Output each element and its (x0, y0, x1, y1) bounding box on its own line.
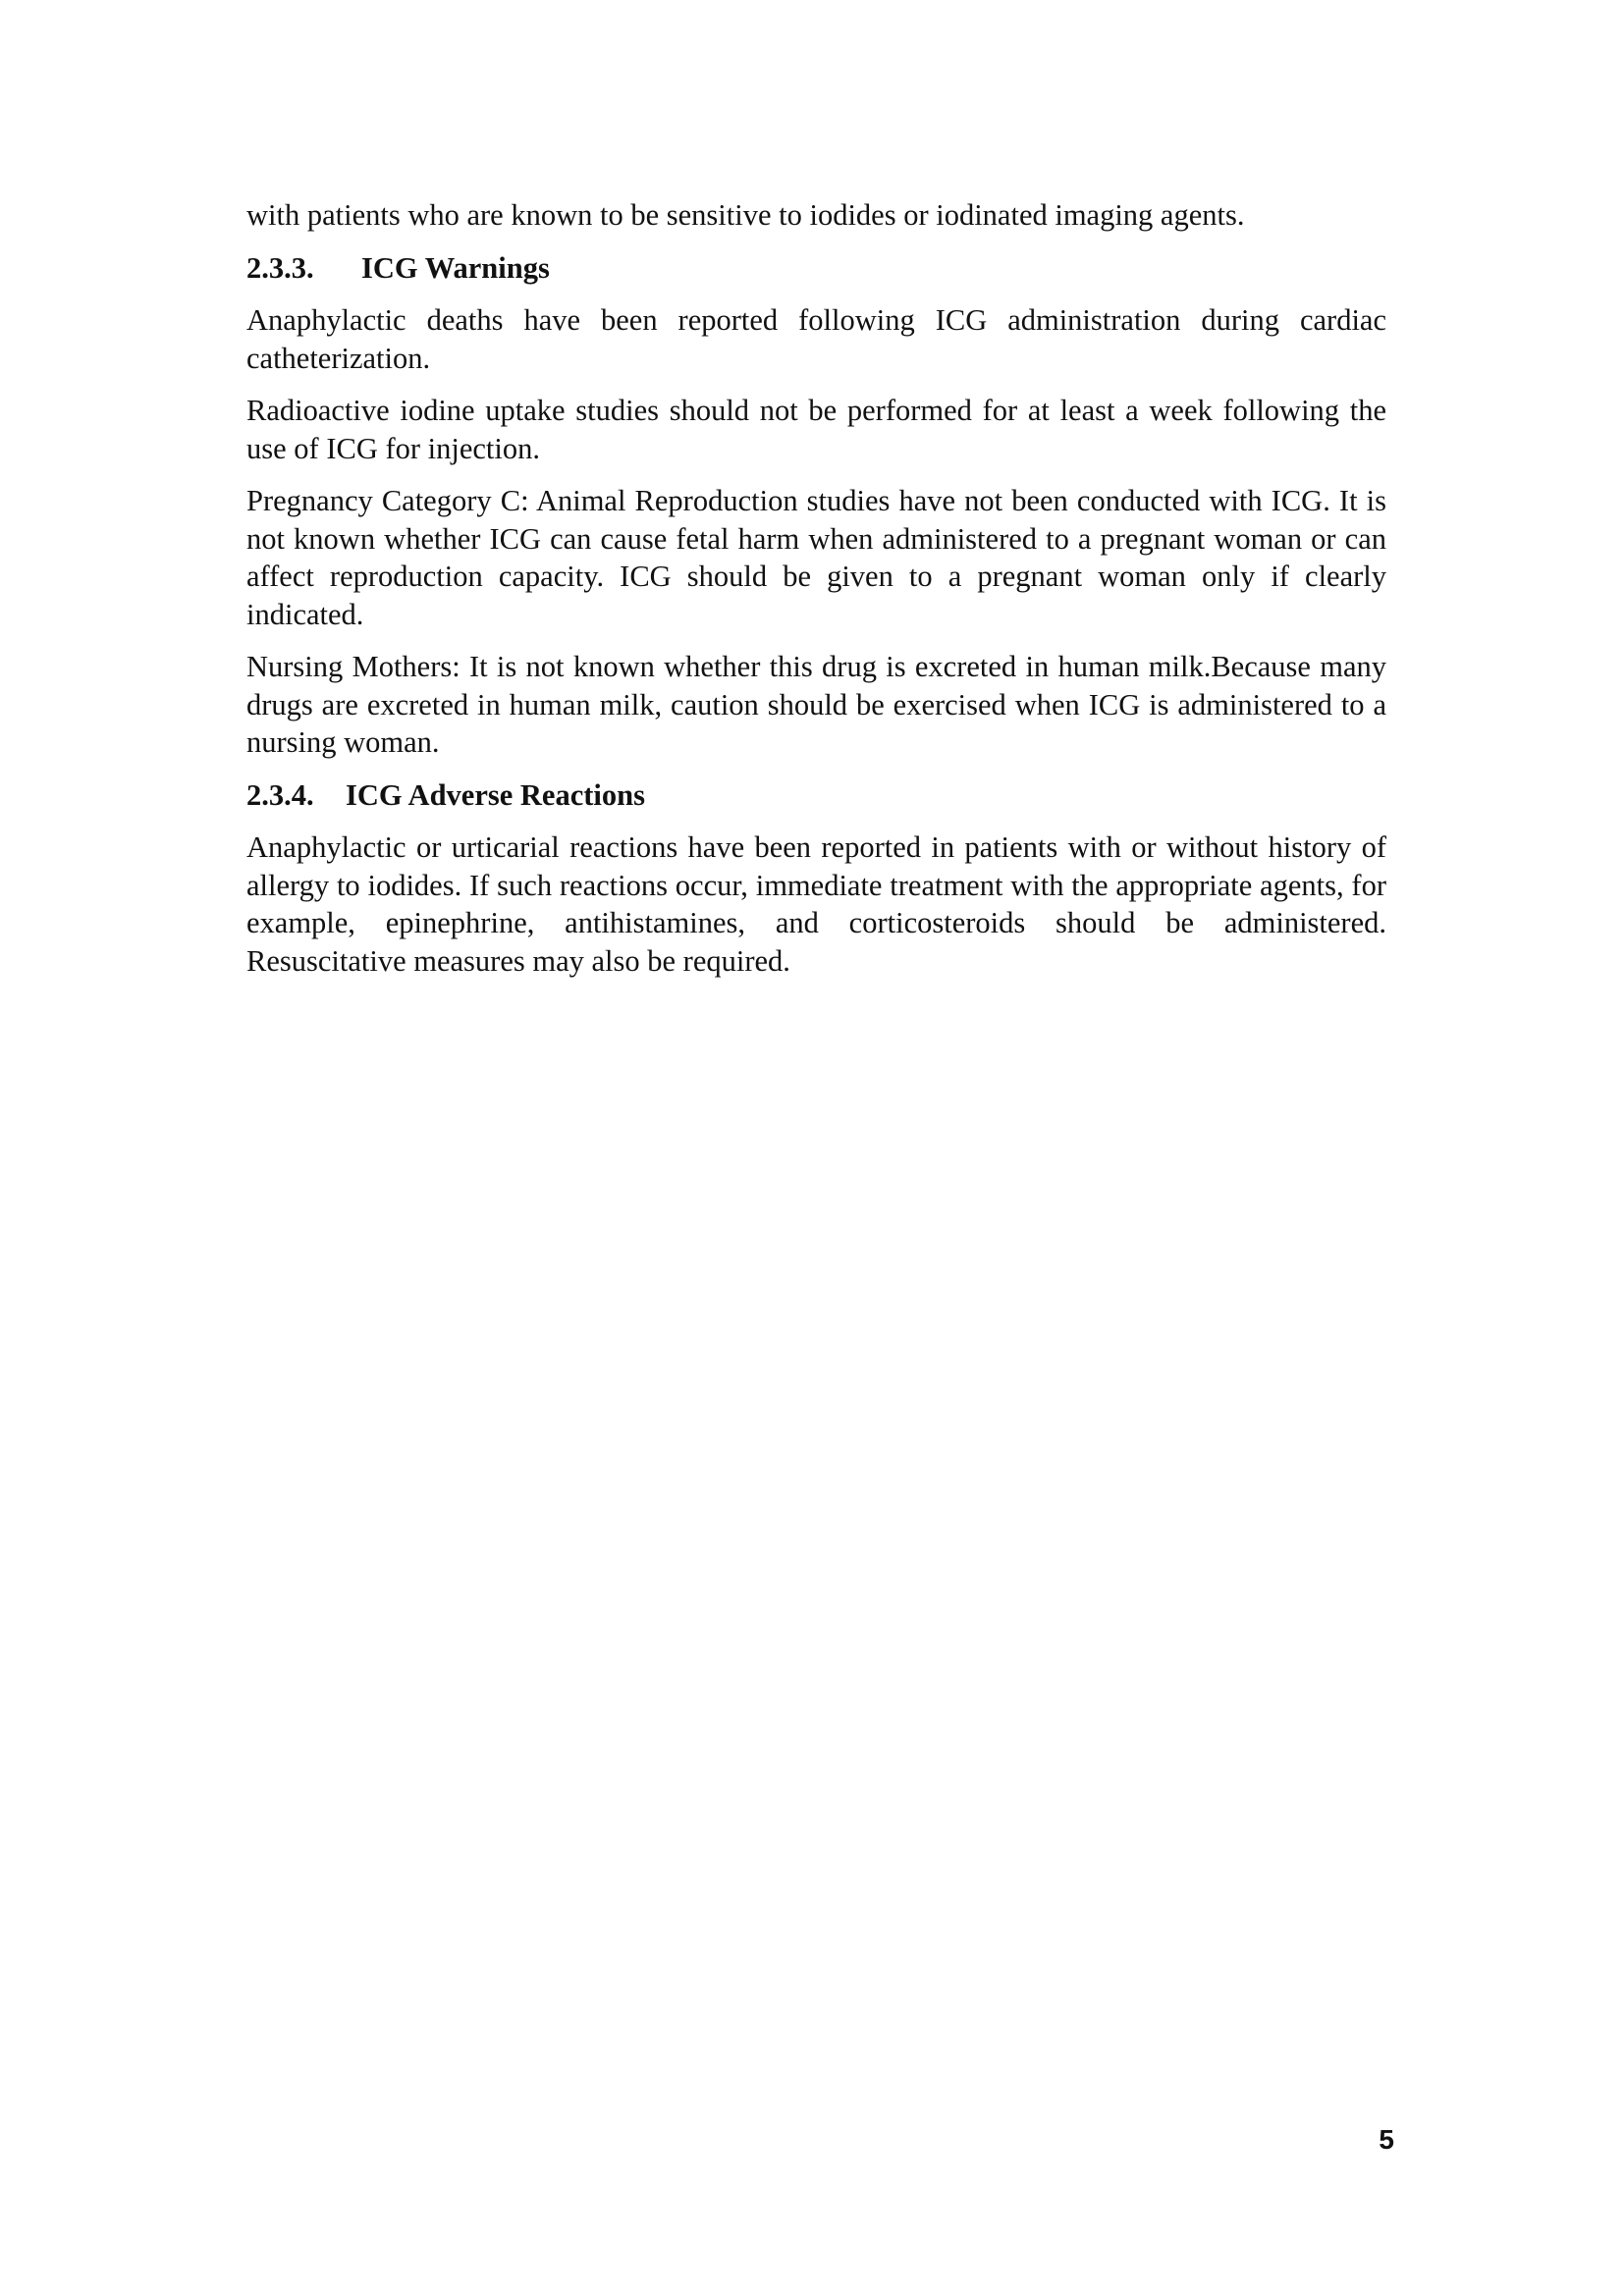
paragraph-radioactive-iodine: Radioactive iodine uptake studies should not be performed for at least a week following the use of ICG for injection. (246, 394, 1386, 465)
section-heading-icg-adverse-reactions (246, 776, 1386, 815)
section-title: ICG Warnings (361, 250, 550, 285)
section-title: ICG Adverse Reactions (346, 777, 645, 812)
section-number: 2.3.3. (246, 250, 314, 285)
paragraph-pregnancy-category: Pregnancy Category C: Animal Reproduction studies have not been conducted with ICG. It is not known whether ICG can cause fetal harm when administered to a pregnant woman or can affect reproduction capacity. ICG should be given to a pregnant woman only if clearly indicated. (246, 484, 1386, 631)
section-number: 2.3.4. (246, 777, 314, 812)
paragraph-anaphylactic-deaths: Anaphylactic deaths have been reported following ICG administration during cardiac catheterization. (246, 303, 1386, 375)
continued-paragraph: with patients who are known to be sensitive to iodides or iodinated imaging agents. (246, 198, 1245, 232)
page-content (246, 196, 1386, 994)
section-heading-icg-warnings (246, 249, 1386, 288)
paragraph-adverse-reactions: Anaphylactic or urticarial reactions have been reported in patients with or without history of allergy to iodides. If such reactions occur, immediate treatment with the appropriate agents, for example, epinephrine, antihistamines, and corticosteroids should be administered. Resuscitative measures may also be required. (246, 830, 1386, 978)
page-number: 5 (1379, 2124, 1394, 2155)
paragraph-nursing-mothers: Nursing Mothers: It is not known whether this drug is excreted in human milk.Because many drugs are excreted in human milk, caution should be exercised when ICG is administered to a nursing woman. (246, 650, 1386, 759)
